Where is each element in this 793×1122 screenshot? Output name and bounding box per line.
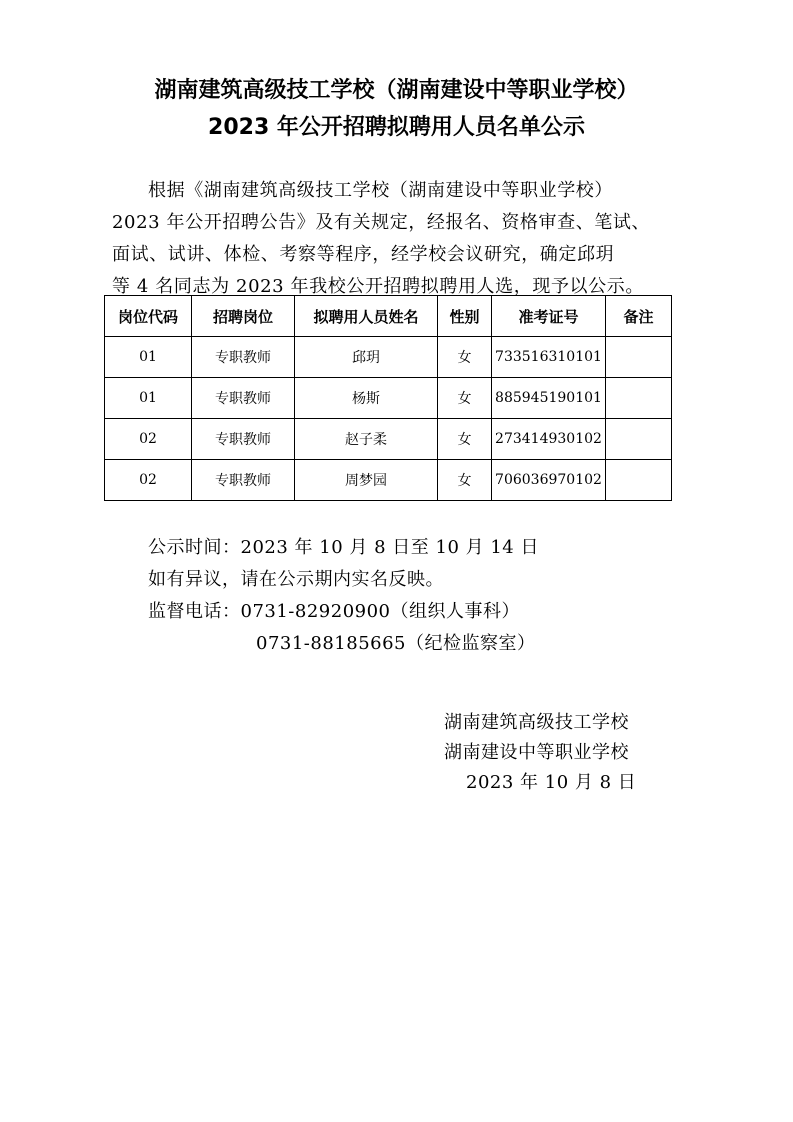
cell-position-code: 02 (105, 460, 192, 501)
header-remarks: 备注 (606, 296, 672, 337)
signature-org-2: 湖南建设中等职业学校 (444, 742, 629, 763)
cell-exam-id: 273414930102 (492, 419, 606, 460)
cell-exam-id: 885945190101 (492, 378, 606, 419)
signature-org-1: 湖南建筑高级技工学校 (444, 712, 629, 733)
cell-gender: 女 (438, 460, 492, 501)
cell-exam-id: 733516310101 (492, 337, 606, 378)
cell-position: 专职教师 (192, 419, 295, 460)
candidate-table (104, 295, 672, 501)
table-row (105, 419, 672, 460)
cell-gender: 女 (438, 337, 492, 378)
header-exam-id: 准考证号 (492, 296, 606, 337)
cell-position: 专职教师 (192, 378, 295, 419)
table-row (105, 460, 672, 501)
cell-gender: 女 (438, 378, 492, 419)
intro-line-4: 等 4 名同志为 2023 年我校公开招聘拟聘用人选，现予以公示。 (112, 276, 644, 297)
cell-position-code: 02 (105, 419, 192, 460)
cell-gender: 女 (438, 419, 492, 460)
header-gender: 性别 (438, 296, 492, 337)
cell-name: 杨斯 (295, 378, 438, 419)
cell-position: 专职教师 (192, 337, 295, 378)
cell-name: 周梦园 (295, 460, 438, 501)
cell-name: 赵子柔 (295, 419, 438, 460)
table-header-row (105, 296, 672, 337)
cell-remarks (606, 378, 672, 419)
notice-phone-discipline: 0731-88185665（纪检监察室） (256, 633, 536, 654)
header-name: 拟聘用人员姓名 (295, 296, 438, 337)
cell-remarks (606, 419, 672, 460)
cell-position: 专职教师 (192, 460, 295, 501)
document-title-line2: 2023 年公开招聘拟聘用人员名单公示 (208, 115, 585, 140)
table-row (105, 337, 672, 378)
notice-objection: 如有异议，请在公示期内实名反映。 (148, 569, 444, 590)
table-row (105, 378, 672, 419)
cell-name: 邱玥 (295, 337, 438, 378)
notice-phone-hr: 监督电话：0731-82920900（组织人事科） (148, 601, 521, 622)
cell-exam-id: 706036970102 (492, 460, 606, 501)
intro-line-1: 根据《湖南建筑高级技工学校（湖南建设中等职业学校） (148, 180, 613, 201)
header-position: 招聘岗位 (192, 296, 295, 337)
header-position-code: 岗位代码 (105, 296, 192, 337)
document-title-line1: 湖南建筑高级技工学校（湖南建设中等职业学校） (154, 78, 639, 103)
signature-date: 2023 年 10 月 8 日 (466, 772, 637, 793)
intro-line-3: 面试、试讲、体检、考察等程序，经学校会议研究，确定邱玥 (112, 244, 615, 265)
intro-paragraph (112, 175, 684, 303)
notice-period: 公示时间：2023 年 10 月 8 日至 10 月 14 日 (148, 537, 539, 558)
cell-position-code: 01 (105, 337, 192, 378)
cell-position-code: 01 (105, 378, 192, 419)
cell-remarks (606, 337, 672, 378)
intro-line-2: 2023 年公开招聘公告》及有关规定，经报名、资格审查、笔试、 (112, 212, 651, 233)
cell-remarks (606, 460, 672, 501)
